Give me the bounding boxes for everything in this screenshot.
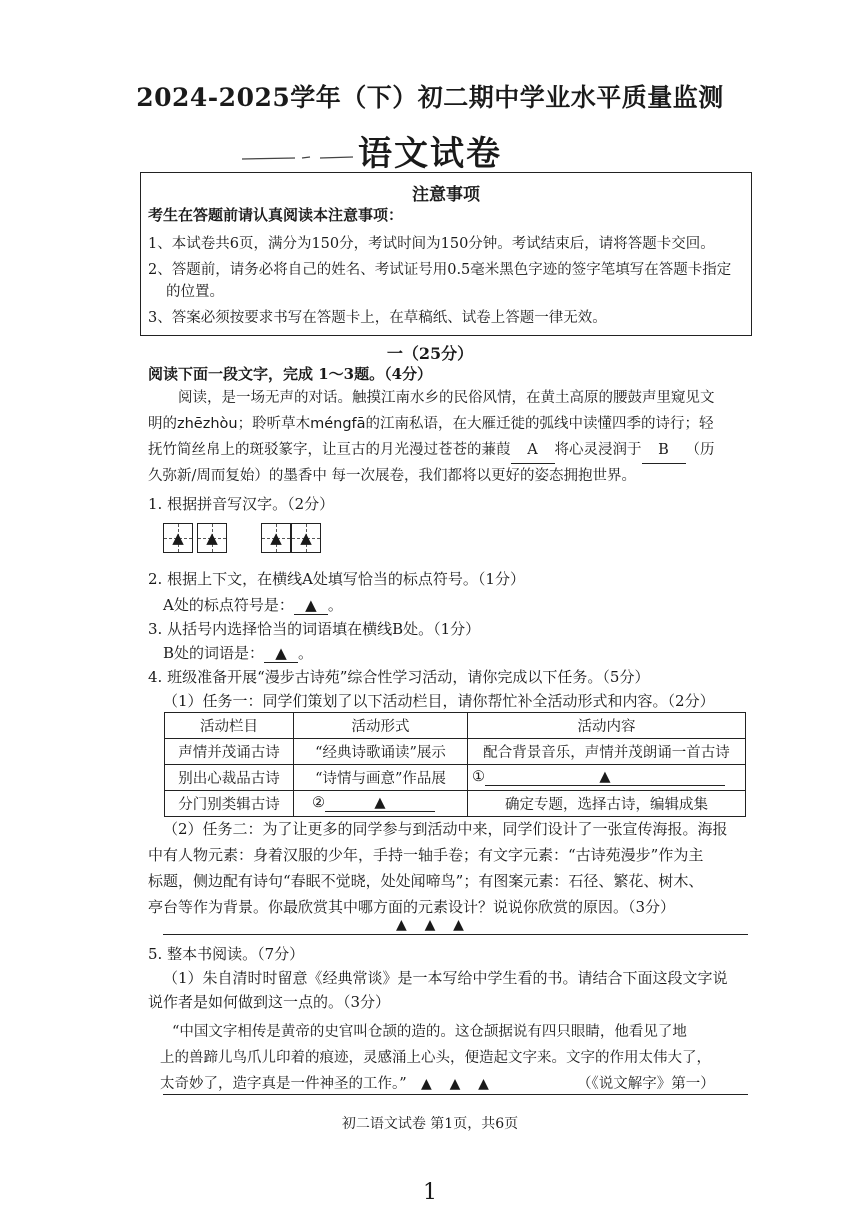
blank-a: A xyxy=(511,437,555,464)
question-5-1-line-2: 说作者是如何做到这一点的。（3分） xyxy=(148,993,391,1011)
table-header-row xyxy=(165,713,746,739)
question-4-task-1: （1）任务一：同学们策划了以下活动栏目，请你帮忙补全活动形式和内容。（2分） xyxy=(163,692,715,710)
table-cell: 确定专题，选择古诗，编辑成集 xyxy=(468,791,746,817)
table-row xyxy=(165,765,746,791)
exam-title: 2024-2025学年（下）初二期中学业水平质量监测 xyxy=(136,83,724,112)
question-5: 5. 整本书阅读。（7分） xyxy=(148,945,305,963)
char-grid-4: ▲ xyxy=(291,523,321,553)
table-row xyxy=(165,739,746,765)
task-2-line-1: （2）任务二：为了让更多的同学参与到活动中来，同学们设计了一张宣传海报。海报 xyxy=(163,820,728,838)
table-cell: 别出心裁品古诗 xyxy=(165,765,294,791)
pinyin-mengfa: méngfā xyxy=(310,416,366,432)
question-2-answer: A处的标点符号是： ▲ 。 xyxy=(163,596,343,614)
passage-line-4: 久弥新/周而复始）的墨香中 每一次展卷，我们都将以更好的姿态拥抱世界。 xyxy=(148,468,636,484)
page-number: 1 xyxy=(423,1180,437,1205)
table-header: 活动栏目 xyxy=(165,713,294,739)
char-grid-1: ▲ xyxy=(163,523,193,553)
question-5-answer-marks: ▲ ▲ ▲ xyxy=(421,1076,489,1092)
pinyin-zhezhou: zhēzhòu xyxy=(177,416,238,432)
passage-line-3: 抚竹简丝帛上的斑驳篆字，让亘古的月光漫过苍苍的蒹葭 A 将心灵浸润于 B （历 xyxy=(148,437,768,464)
question-4: 4. 班级准备开展“漫步古诗苑”综合性学习活动，请你完成以下任务。（5分） xyxy=(148,668,650,686)
task-2-answer-marks: ▲ ▲ ▲ xyxy=(396,917,464,933)
table-cell: 配合背景音乐，声情并茂朗诵一首古诗 xyxy=(468,739,746,765)
notice-heading: 注意事项 xyxy=(412,185,480,205)
char-grid-2: ▲ xyxy=(197,523,227,553)
notice-intro: 考生在答题前请认真阅读本注意事项： xyxy=(148,206,404,224)
table-cell-answer-2: ② ▲ xyxy=(294,791,468,817)
question-2: 2. 根据上下文，在横线A处填写恰当的标点符号。（1分） xyxy=(148,570,525,588)
notice-line-3: 3、答案必须按要求书写在答题卡上，在草稿纸、试卷上答题一律无效。 xyxy=(148,310,607,326)
section-title: 一（25分） xyxy=(386,344,474,363)
task-2-line-3: 标题，侧边配有诗句“春眠不觉晓，处处闻啼鸟”；有图案元素：石径、繁花、树木、 xyxy=(148,872,704,890)
quote-line-2: 上的兽蹄儿鸟爪儿印着的痕迹，灵感涌上心头，便造起文字来。文字的作用太伟大了， xyxy=(160,1050,711,1066)
question-3-answer: B处的词语是： ▲ 。 xyxy=(163,644,314,662)
subject-title: 语文试卷 xyxy=(358,134,502,174)
table-cell-answer-1: ① ▲ xyxy=(468,765,746,791)
passage-line-2: 明的zhēzhòu；聆听草木méngfā的江南私语，在大雁迁徙的弧线中读懂四季的诗行；轻 xyxy=(148,416,714,432)
page-footer: 初二语文试卷 第1页，共6页 xyxy=(341,1116,519,1132)
notice-line-2: 2、答题前，请务必将自己的姓名、考试证号用0.5毫米黑色字迹的签字笔填写在答题卡指定 xyxy=(148,262,732,278)
passage-line-1: 阅读，是一场无声的对话。触摸江南水乡的民俗风情，在黄土高原的腰鼓声里窥见文 xyxy=(178,390,715,406)
activity-table xyxy=(164,712,746,817)
notice-line-2-cont: 的位置。 xyxy=(166,284,224,300)
table-cell: 声情并茂诵古诗 xyxy=(165,739,294,765)
question-3: 3. 从括号内选择恰当的词语填在横线B处。（1分） xyxy=(148,620,481,638)
task-2-line-2: 中有人物元素：身着汉服的少年，手持一轴手卷；有文字元素：“古诗苑漫步”作为主 xyxy=(148,846,704,864)
question-5-1-line-1: （1）朱自清时时留意《经典常谈》是一本写给中学生看的书。请结合下面这段文字说 xyxy=(163,969,728,987)
notice-line-1: 1、本试卷共6页，满分为150分，考试时间为150分钟。考试结束后，请将答题卡交回。 xyxy=(148,236,715,252)
reading-instruction: 阅读下面一段文字，完成 1～3题。（4分） xyxy=(148,365,433,383)
table-row xyxy=(165,791,746,817)
table-cell: 分门别类辑古诗 xyxy=(165,791,294,817)
blank-b: B xyxy=(642,437,686,464)
quote-line-3: 太奇妙了，造字真是一件神圣的工作。” xyxy=(160,1076,407,1092)
task-2-line-4: 亭台等作为背景。你最欣赏其中哪方面的元素设计？说说你欣赏的原因。（3分） xyxy=(148,898,676,916)
answer-line xyxy=(163,1094,748,1095)
table-cell: “经典诗歌诵读”展示 xyxy=(294,739,468,765)
table-header: 活动形式 xyxy=(294,713,468,739)
answer-line xyxy=(163,934,748,935)
table-header: 活动内容 xyxy=(468,713,746,739)
question-1: 1. 根据拼音写汉字。（2分） xyxy=(148,495,335,513)
answer-grids xyxy=(163,523,321,557)
quote-line-1: “中国文字相传是黄帝的史官叫仓颉的造的。这仓颉据说有四只眼睛，他看见了地 xyxy=(172,1024,687,1040)
char-grid-3: ▲ xyxy=(261,523,291,553)
table-cell: “诗情与画意”作品展 xyxy=(294,765,468,791)
quote-source: （《说文解字》第一） xyxy=(577,1076,715,1092)
